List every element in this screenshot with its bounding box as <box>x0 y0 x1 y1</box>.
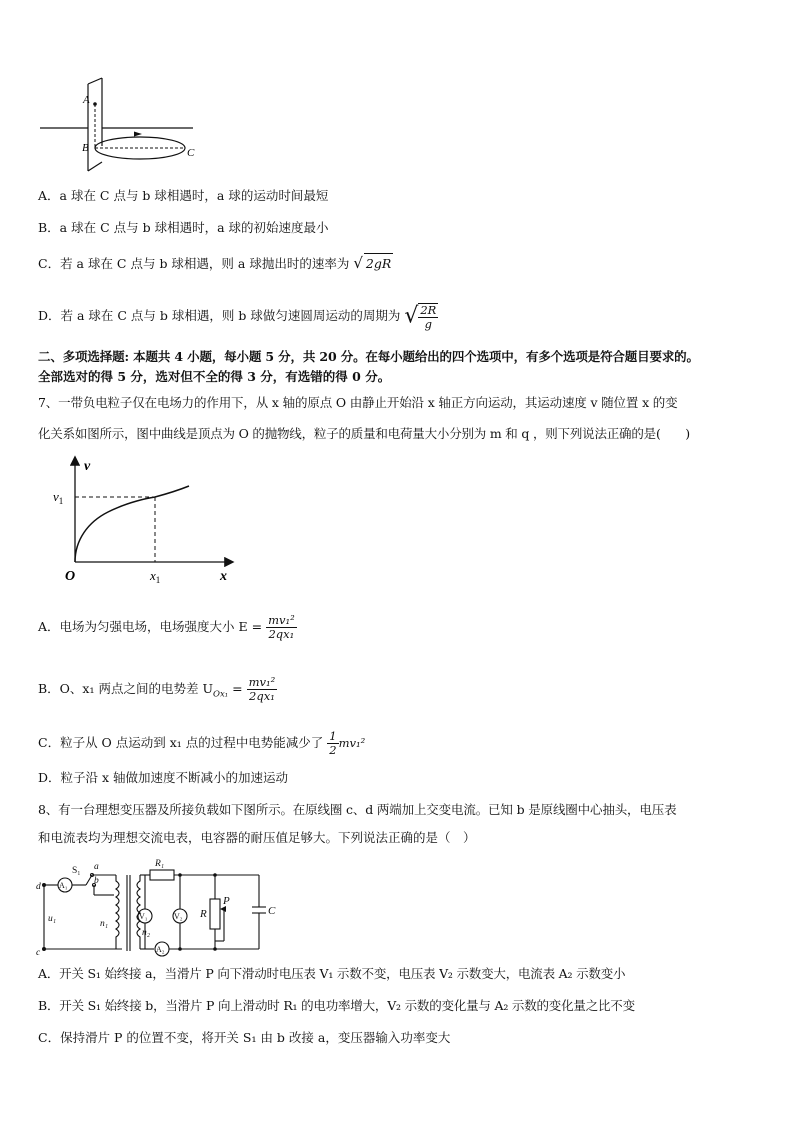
q8-option-b: B．开关 S₁ 始终接 b，当滑片 P 向上滑动时 R₁ 的电功率增大，V₂ 示数的变化量与 A₂ 示数的变化量之比不变 <box>38 998 635 1013</box>
frac-denominator: 2qx₁ <box>268 627 295 641</box>
q8-stem-line-1: 8、有一台理想变压器及所接负载如下图所示。在原线圈 c、d 两端加上交变电流。已知 b 是原线圈中心抽头，电压表 <box>38 802 677 817</box>
circuit-label-n2: n₂ <box>142 928 151 938</box>
q6-option-c-expr: 2gR <box>364 253 393 274</box>
q7-option-a-frac <box>266 614 297 641</box>
q8-option-c: C．保持滑片 P 的位置不变，将开关 S₁ 由 b 改接 a，变压器输入功率变大 <box>38 1030 451 1045</box>
q7-v1-label: $v_1$ <box>53 489 64 506</box>
section-2-line-1: 二、多项选择题: 本题共 4 小题，每小题 5 分，共 20 分。在每小题给出的四个选项中，有多个选项是符合题目要求的。 <box>38 349 699 364</box>
q7-option-a <box>38 610 297 644</box>
section-2-line-2: 全部选对的得 5 分，选对但不全的得 3 分，有选错的得 0 分。 <box>38 369 391 384</box>
q8-option-a: A．开关 S₁ 始终接 a，当滑片 P 向下滑动时电压表 V₁ 示数不变，电压表 V₂ 示数变大，电流表 A₂ 示数变小 <box>38 966 626 981</box>
circuit-label-n1: n₁ <box>100 919 109 929</box>
circuit-label-b: b <box>94 876 99 886</box>
circuit-label-v2: V₂ <box>174 912 183 921</box>
fig-label-b: B <box>82 142 89 154</box>
sqrt-symbol: √ <box>353 254 363 272</box>
q8-stem-line-2: 和电流表均为理想交流电表，电容器的耐压值足够大。下列说法正确的是（ ） <box>38 830 476 845</box>
q7-stem-line-1: 7、一带负电粒子仅在电场力的作用下，从 x 轴的原点 O 由静止开始沿 x 轴正方向运动，其运动速度 v 随位置 x 的变 <box>38 395 678 410</box>
q7-graph <box>44 450 244 592</box>
q7-option-c-frac <box>327 730 338 757</box>
q7-option-c <box>38 726 365 760</box>
q7-origin-label: O <box>65 569 76 584</box>
q6-option-c <box>38 253 393 274</box>
circuit-label-a2: A₂ <box>156 945 165 954</box>
frac-numerator: mv₁² <box>248 675 276 689</box>
circuit-label-u1: u₁ <box>48 914 57 924</box>
q6-option-d-text: D．若 a 球在 C 点与 b 球相遇，则 b 球做匀速圆周运动的周期为 <box>38 308 401 323</box>
circuit-label-c-cap: C <box>268 905 276 917</box>
q7-option-c-tail: mv₁² <box>338 736 366 750</box>
q6-option-c-text: C．若 a 球在 C 点与 b 球相遇，则 a 球抛出时的速率为 <box>38 256 350 271</box>
frac-numerator: mv₁² <box>268 613 295 627</box>
q7-option-b <box>38 672 277 712</box>
circuit-label-v1: V₁ <box>139 912 148 921</box>
circuit-label-c: c <box>36 948 41 958</box>
circuit-label-d: d <box>36 882 41 892</box>
frac-denominator: 2qx₁ <box>249 689 275 703</box>
circuit-label-r1: R₁ <box>155 859 165 869</box>
q7-option-b-eq: = <box>232 681 243 696</box>
q7-option-b-sub: Ox₁ <box>212 689 229 700</box>
circuit-label-a1: A₁ <box>59 881 68 890</box>
q7-option-a-text: A．电场为匀强电场，电场强度大小 E = <box>38 619 263 634</box>
frac-numerator: 2R <box>420 302 437 317</box>
q7-option-b-frac <box>247 676 278 703</box>
q6-option-d <box>38 298 438 335</box>
q7-stem-line-2: 化关系如图所示，图中曲线是顶点为 O 的抛物线，粒子的质量和电荷量大小分别为 m 和 q ，则下列说法正确的是( ) <box>38 426 690 441</box>
q8-circuit <box>34 853 284 961</box>
q6-option-d-frac <box>418 303 438 331</box>
q7-option-c-text: C．粒子从 O 点运动到 x₁ 点的过程中电势能减少了 <box>38 735 324 750</box>
q7-option-b-text: B．O、x₁ 两点之间的电势差 U <box>38 681 213 696</box>
frac-denominator: 2 <box>329 743 337 757</box>
q6-option-b: B．a 球在 C 点与 b 球相遇时，a 球的初始速度最小 <box>38 220 329 235</box>
q7-x-label: x <box>220 569 227 584</box>
frac-numerator: 1 <box>329 729 337 743</box>
q6-option-a: A．a 球在 C 点与 b 球相遇时，a 球的运动时间最短 <box>38 188 329 203</box>
sqrt-symbol: √ <box>404 303 419 329</box>
q7-option-d: D．粒子沿 x 轴做加速度不断减小的加速运动 <box>38 770 289 785</box>
fig-label-a: A <box>83 94 90 106</box>
q6-figure <box>38 76 238 172</box>
circuit-label-r: R <box>200 908 207 920</box>
q7-x1-label: $x_1$ <box>150 568 161 585</box>
circuit-label-s1: S₁ <box>72 866 81 876</box>
circuit-label-p: P <box>223 895 230 907</box>
circuit-label-a: a <box>94 862 99 872</box>
frac-denominator: g <box>424 316 433 331</box>
fig-label-c: C <box>187 147 195 159</box>
q7-y-label: v <box>84 459 91 474</box>
